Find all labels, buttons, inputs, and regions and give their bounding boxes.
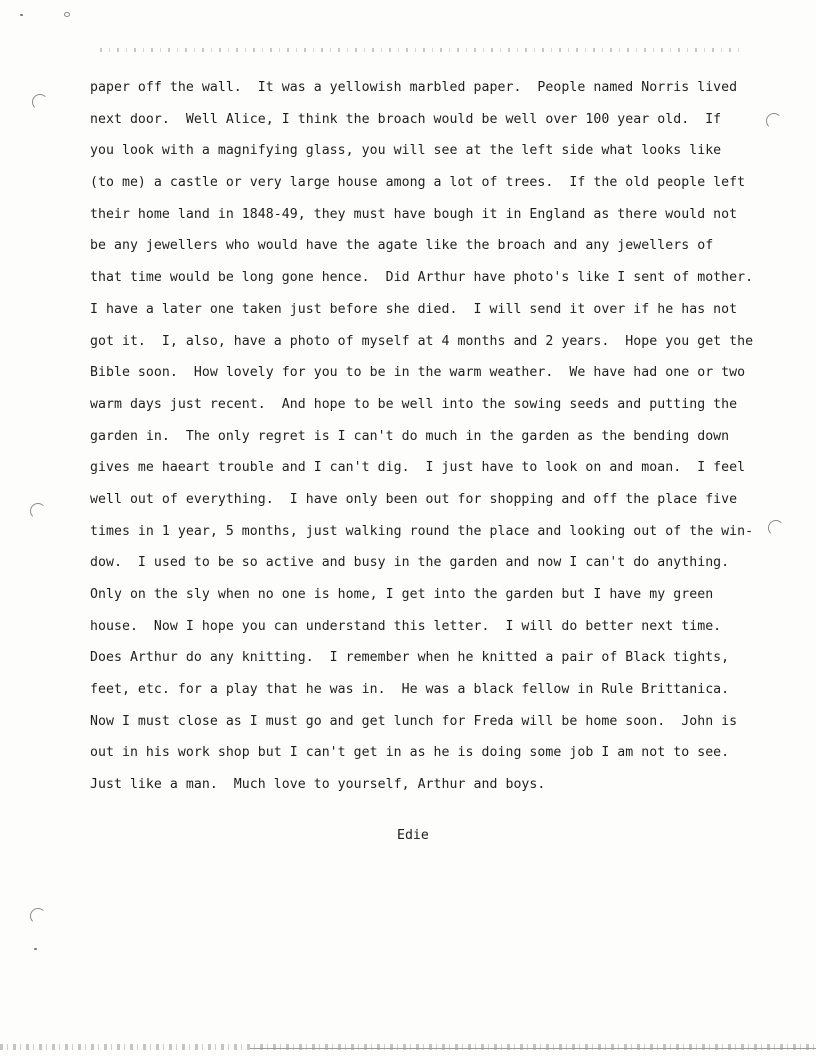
letter-line: next door. Well Alice, I think the broach would be well over 100 year old. If	[90, 111, 722, 127]
letter-line: dow. I used to be so active and busy in the garden and now I can't do anything.	[90, 555, 730, 571]
punch-hole-mark	[30, 908, 46, 924]
letter-body	[90, 77, 780, 806]
letter-line: their home land in 1848-49, they must have bough it in England as there would not	[90, 206, 738, 222]
letter-line: house. Now I hope you can understand this letter. I will do better next time.	[90, 618, 722, 634]
bottom-scan-artifact	[0, 1044, 816, 1050]
letter-line: times in 1 year, 5 months, just walking round the place and looking out of the win-	[90, 523, 754, 539]
scan-speck	[64, 12, 70, 17]
letter-line: you look with a magnifying glass, you will see at the left side what looks like	[90, 143, 722, 159]
letter-line: Does Arthur do any knitting. I remember when he knitted a pair of Black tights,	[90, 650, 730, 666]
letter-line: be any jewellers who would have the agate like the broach and any jewellers of	[90, 238, 714, 254]
punch-hole-mark	[30, 503, 46, 519]
bottom-scan-line	[250, 1048, 816, 1049]
letter-line: Bible soon. How lovely for you to be in the warm weather. We have had one or two	[90, 365, 746, 381]
letter-line: got it. I, also, have a photo of myself at 4 months and 2 years. Hope you get the	[90, 333, 754, 349]
scan-speck	[34, 948, 37, 950]
signature: Edie	[397, 828, 429, 843]
letter-line: garden in. The only regret is I can't do much in the garden as the bending down	[90, 428, 730, 444]
letter-line: well out of everything. I have only been out for shopping and off the place five	[90, 491, 738, 507]
top-scan-artifact	[100, 48, 740, 52]
letter-line: Now I must close as I must go and get lunch for Freda will be home soon. John is	[90, 713, 738, 729]
scan-speck	[20, 14, 23, 16]
letter-line: Just like a man. Much love to yourself, Arthur and boys.	[90, 777, 546, 793]
letter-line: I have a later one taken just before she died. I will send it over if he has not	[90, 301, 738, 317]
letter-line: feet, etc. for a play that he was in. He was a black fellow in Rule Brittanica.	[90, 682, 730, 698]
punch-hole-mark	[32, 94, 48, 110]
letter-line: Only on the sly when no one is home, I get into the garden but I have my green	[90, 587, 714, 602]
letter-line: that time would be long gone hence. Did Arthur have photo's like I sent of mother.	[90, 270, 754, 286]
letter-line: warm days just recent. And hope to be well into the sowing seeds and putting the	[90, 396, 738, 412]
letter-line: (to me) a castle or very large house among a lot of trees. If the old people left	[90, 175, 746, 191]
letter-line: paper off the wall. It was a yellowish marbled paper. People named Norris lived	[90, 80, 738, 95]
letter-line: out in his work shop but I can't get in as he is doing some job I am not to see.	[90, 745, 730, 761]
letter-line: gives me haeart trouble and I can't dig. I just have to look on and moan. I feel	[90, 460, 746, 476]
